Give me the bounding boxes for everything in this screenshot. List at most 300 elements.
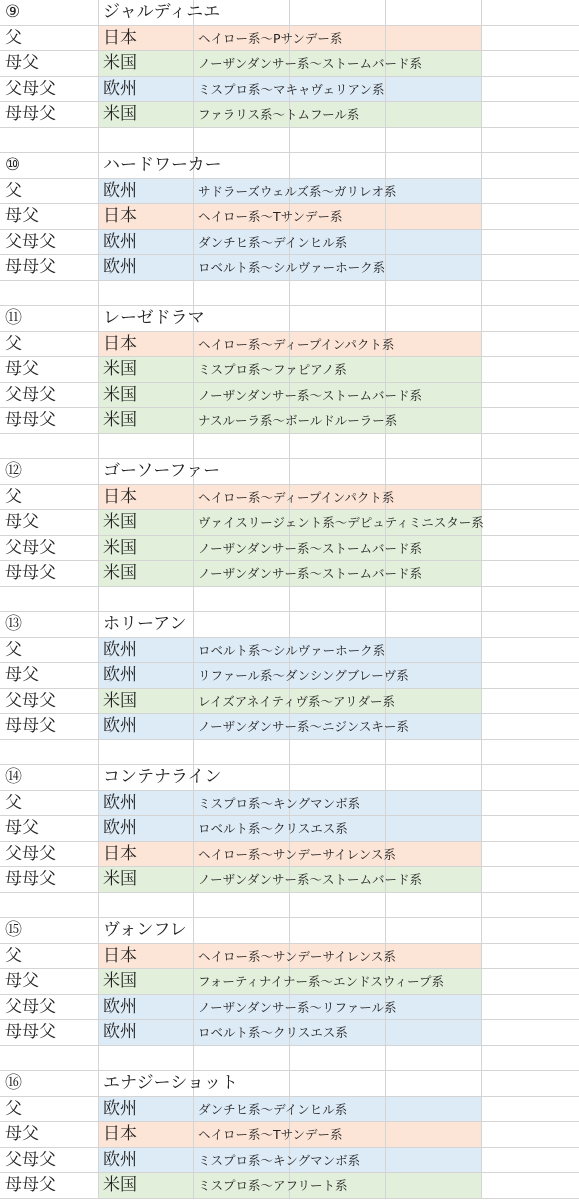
column-gridline — [481, 969, 482, 994]
region-label: 米国 — [103, 410, 137, 430]
column-gridline — [385, 740, 386, 765]
relation-label: 父 — [5, 1098, 22, 1119]
relation-label: 母父 — [5, 971, 39, 991]
column-gridline — [481, 1020, 482, 1045]
column-gridline — [98, 612, 99, 637]
region-label: 日本 — [103, 1124, 137, 1144]
column-gridline — [481, 1122, 482, 1147]
relation-label: 父 — [5, 486, 22, 507]
horse-number: ⑨ — [5, 2, 21, 22]
column-gridline — [385, 102, 386, 127]
blank-row — [0, 1046, 579, 1072]
column-gridline — [98, 969, 99, 994]
column-gridline — [385, 128, 386, 153]
relation-label: 父 — [5, 792, 22, 813]
pedigree-row — [0, 536, 579, 562]
pedigree-row — [0, 510, 579, 536]
pedigree-row — [0, 332, 579, 358]
lineage-text: ノーザンダンサー系〜ストームバード系 — [198, 56, 423, 71]
column-gridline — [98, 1097, 99, 1122]
blank-row — [0, 893, 579, 919]
column-gridline — [481, 153, 482, 178]
region-label: 欧州 — [103, 257, 137, 277]
column-gridline — [289, 893, 290, 918]
relation-label: 父母父 — [5, 690, 56, 711]
column-gridline — [481, 281, 482, 306]
column-gridline — [193, 230, 194, 255]
column-gridline — [98, 816, 99, 841]
relation-label: 父母父 — [5, 231, 56, 252]
lineage-text: ロベルト系〜クリスエス系 — [198, 821, 348, 836]
column-gridline — [98, 230, 99, 255]
column-gridline — [193, 536, 194, 561]
column-gridline — [289, 128, 290, 153]
column-gridline — [481, 51, 482, 76]
column-gridline — [98, 357, 99, 382]
lineage-text: ノーザンダンサー系〜ストームバード系 — [198, 540, 423, 556]
horse-title-row — [0, 459, 579, 485]
column-gridline — [385, 1046, 386, 1071]
relation-label: 母母父 — [5, 104, 56, 124]
column-gridline — [481, 944, 482, 969]
column-gridline — [385, 1071, 386, 1096]
relation-label: 母母父 — [5, 869, 56, 889]
column-gridline — [289, 740, 290, 765]
column-gridline — [193, 944, 194, 969]
column-gridline — [193, 714, 194, 739]
relation-label: 父母父 — [5, 996, 56, 1017]
pedigree-row — [0, 638, 579, 664]
region-label: 欧州 — [103, 639, 137, 660]
column-gridline — [98, 26, 99, 51]
relation-label: 母父 — [5, 512, 39, 532]
region-label: 欧州 — [103, 180, 137, 201]
blank-row — [0, 281, 579, 307]
column-gridline — [385, 26, 386, 51]
region-label: 欧州 — [103, 231, 137, 252]
lineage-text: リファール系〜ダンシングブレーヴ系 — [198, 668, 409, 683]
region-label: 米国 — [103, 869, 137, 889]
relation-label: 母母父 — [5, 716, 56, 736]
column-gridline — [98, 306, 99, 331]
horse-name: ホリーアン — [103, 614, 187, 634]
column-gridline — [385, 434, 386, 459]
column-gridline — [289, 1071, 290, 1096]
horse-name: ヴォンフレ — [103, 920, 187, 940]
lineage-text: ノーザンダンサー系〜ニジンスキー系 — [198, 719, 409, 734]
column-gridline — [481, 1071, 482, 1096]
column-gridline — [289, 587, 290, 612]
column-gridline — [98, 1071, 99, 1096]
blank-row — [0, 128, 579, 154]
column-gridline — [193, 1020, 194, 1045]
region-label: 欧州 — [103, 996, 137, 1017]
pedigree-row — [0, 77, 579, 103]
relation-label: 父 — [5, 639, 22, 660]
column-gridline — [481, 1148, 482, 1173]
column-gridline — [193, 587, 194, 612]
pedigree-row — [0, 816, 579, 842]
relation-label: 父 — [5, 180, 22, 201]
column-gridline — [98, 383, 99, 408]
relation-label: 父母父 — [5, 537, 56, 558]
column-gridline — [98, 536, 99, 561]
pedigree-row — [0, 842, 579, 868]
region-label: 米国 — [103, 971, 137, 991]
horse-name: ゴーソーファー — [103, 461, 221, 481]
column-gridline — [289, 1046, 290, 1071]
column-gridline — [193, 102, 194, 127]
column-gridline — [385, 357, 386, 382]
column-gridline — [193, 842, 194, 867]
column-gridline — [481, 408, 482, 433]
column-gridline — [385, 893, 386, 918]
horse-name: ジャルディニエ — [103, 2, 221, 22]
column-gridline — [289, 281, 290, 306]
column-gridline — [481, 0, 482, 25]
horse-name: レーゼドラマ — [103, 308, 205, 328]
column-gridline — [98, 663, 99, 688]
column-gridline — [481, 179, 482, 204]
column-gridline — [481, 587, 482, 612]
column-gridline — [193, 510, 194, 535]
column-gridline — [481, 918, 482, 943]
pedigree-row — [0, 357, 579, 383]
horse-title-row — [0, 612, 579, 638]
region-label: 欧州 — [103, 1022, 137, 1042]
column-gridline — [481, 1046, 482, 1071]
column-gridline — [193, 485, 194, 510]
column-gridline — [481, 383, 482, 408]
pedigree-row — [0, 944, 579, 970]
pedigree-row — [0, 26, 579, 52]
region-label: 日本 — [103, 486, 137, 507]
relation-label: 母父 — [5, 665, 39, 685]
lineage-text: ミスプロ系〜ファピアノ系 — [198, 362, 347, 377]
column-gridline — [98, 102, 99, 127]
column-gridline — [193, 204, 194, 229]
column-gridline — [193, 281, 194, 306]
column-gridline — [98, 1173, 99, 1198]
column-gridline — [98, 459, 99, 484]
column-gridline — [481, 357, 482, 382]
column-gridline — [98, 77, 99, 102]
relation-label: 母母父 — [5, 410, 56, 430]
lineage-text: ヴァイスリージェント系〜デピュティミニスター系 — [198, 515, 484, 530]
column-gridline — [193, 791, 194, 816]
column-gridline — [98, 255, 99, 280]
column-gridline — [385, 765, 386, 790]
column-gridline — [481, 995, 482, 1020]
column-gridline — [193, 740, 194, 765]
column-gridline — [98, 944, 99, 969]
horse-number: ⑪ — [5, 308, 22, 328]
column-gridline — [98, 179, 99, 204]
pedigree-row — [0, 867, 579, 893]
column-gridline — [98, 893, 99, 918]
lineage-text: ヘイロー系〜サンデーサイレンス系 — [198, 846, 396, 862]
pedigree-row — [0, 561, 579, 587]
column-gridline — [98, 740, 99, 765]
column-gridline — [481, 765, 482, 790]
column-gridline — [385, 0, 386, 25]
region-label: 欧州 — [103, 792, 137, 813]
column-gridline — [481, 791, 482, 816]
column-gridline — [385, 1020, 386, 1045]
column-gridline — [289, 434, 290, 459]
pedigree-row — [0, 51, 579, 77]
column-gridline — [481, 77, 482, 102]
column-gridline — [98, 1046, 99, 1071]
column-gridline — [193, 26, 194, 51]
horse-number: ⑭ — [5, 767, 22, 787]
column-gridline — [193, 867, 194, 892]
region-label: 欧州 — [103, 716, 137, 736]
lineage-text: ノーザンダンサー系〜ストームバード系 — [198, 566, 423, 581]
column-gridline — [385, 1122, 386, 1147]
lineage-text: ロベルト系〜シルヴァーホーク系 — [198, 642, 386, 658]
column-gridline — [481, 638, 482, 663]
column-gridline — [385, 918, 386, 943]
region-label: 米国 — [103, 537, 137, 558]
column-gridline — [481, 1097, 482, 1122]
column-gridline — [193, 663, 194, 688]
column-gridline — [481, 867, 482, 892]
column-gridline — [385, 1173, 386, 1198]
pedigree-row — [0, 1020, 579, 1046]
lineage-text: ノーザンダンサー系〜リファール系 — [198, 999, 397, 1015]
column-gridline — [385, 638, 386, 663]
column-gridline — [98, 561, 99, 586]
relation-label: 父 — [5, 333, 22, 354]
region-label: 日本 — [103, 333, 137, 354]
column-gridline — [98, 689, 99, 714]
column-gridline — [193, 918, 194, 943]
column-gridline — [481, 485, 482, 510]
horse-number: ⑯ — [5, 1073, 22, 1093]
region-label: 日本 — [103, 206, 137, 226]
column-gridline — [193, 561, 194, 586]
column-gridline — [385, 281, 386, 306]
region-label: 米国 — [103, 690, 137, 711]
region-label: 日本 — [103, 843, 137, 864]
column-gridline — [98, 765, 99, 790]
column-gridline — [193, 357, 194, 382]
pedigree-row — [0, 408, 579, 434]
horse-name: エナジーショット — [103, 1073, 238, 1093]
column-gridline — [481, 230, 482, 255]
column-gridline — [481, 561, 482, 586]
column-gridline — [481, 714, 482, 739]
column-gridline — [193, 612, 194, 637]
column-gridline — [193, 638, 194, 663]
lineage-text: ダンチヒ系〜デインヒル系 — [198, 234, 348, 250]
relation-label: 父母父 — [5, 1149, 56, 1170]
lineage-text: ミスプロ系〜アフリート系 — [198, 1178, 348, 1193]
column-gridline — [385, 612, 386, 637]
blank-row — [0, 587, 579, 613]
region-label: 米国 — [103, 359, 137, 379]
relation-label: 母母父 — [5, 1175, 56, 1195]
column-gridline — [193, 1173, 194, 1198]
column-gridline — [193, 51, 194, 76]
relation-label: 父母父 — [5, 384, 56, 405]
lineage-text: レイズアネイティヴ系〜アリダー系 — [198, 693, 396, 709]
pedigree-row — [0, 1148, 579, 1174]
blank-row — [0, 434, 579, 460]
lineage-text: ミスプロ系〜キングマンボ系 — [198, 795, 361, 811]
column-gridline — [193, 1148, 194, 1173]
column-gridline — [481, 663, 482, 688]
column-gridline — [481, 1173, 482, 1198]
lineage-text: ヘイロー系〜ディープインパクト系 — [198, 489, 395, 505]
column-gridline — [289, 918, 290, 943]
column-gridline — [98, 1148, 99, 1173]
column-gridline — [98, 408, 99, 433]
column-gridline — [193, 816, 194, 841]
relation-label: 母父 — [5, 53, 39, 73]
column-gridline — [481, 102, 482, 127]
column-gridline — [385, 230, 386, 255]
column-gridline — [98, 714, 99, 739]
horse-title-row — [0, 306, 579, 332]
column-gridline — [98, 1122, 99, 1147]
column-gridline — [193, 383, 194, 408]
region-label: 欧州 — [103, 1149, 137, 1170]
region-label: 欧州 — [103, 818, 137, 838]
column-gridline — [193, 689, 194, 714]
lineage-text: ノーザンダンサー系〜ストームバード系 — [198, 872, 423, 887]
column-gridline — [193, 332, 194, 357]
relation-label: 母父 — [5, 206, 39, 226]
lineage-text: ミスプロ系〜マキャヴェリアン系 — [198, 81, 385, 97]
column-gridline — [98, 51, 99, 76]
column-gridline — [385, 816, 386, 841]
column-gridline — [289, 306, 290, 331]
column-gridline — [385, 791, 386, 816]
column-gridline — [98, 638, 99, 663]
pedigree-row — [0, 383, 579, 409]
region-label: 米国 — [103, 512, 137, 532]
lineage-text: ロベルト系〜シルヴァーホーク系 — [198, 260, 386, 275]
column-gridline — [481, 536, 482, 561]
pedigree-row — [0, 1122, 579, 1148]
pedigree-row — [0, 663, 579, 689]
pedigree-row — [0, 995, 579, 1021]
column-gridline — [385, 153, 386, 178]
column-gridline — [193, 434, 194, 459]
pedigree-row — [0, 689, 579, 715]
column-gridline — [289, 612, 290, 637]
column-gridline — [193, 969, 194, 994]
horse-number: ⑩ — [5, 155, 21, 175]
column-gridline — [385, 1097, 386, 1122]
column-gridline — [98, 842, 99, 867]
lineage-text: ヘイロー系〜Tサンデー系 — [198, 1127, 343, 1142]
lineage-text: サドラーズウェルズ系〜ガリレオ系 — [198, 183, 397, 199]
column-gridline — [193, 995, 194, 1020]
horse-name: コンテナライン — [103, 767, 222, 787]
relation-label: 父 — [5, 27, 22, 48]
horse-name: ハードワーカー — [103, 155, 222, 175]
lineage-text: ノーザンダンサー系〜ストームバード系 — [198, 387, 423, 403]
column-gridline — [481, 204, 482, 229]
horse-title-row — [0, 765, 579, 791]
column-gridline — [98, 153, 99, 178]
horse-number: ⑮ — [5, 920, 22, 940]
column-gridline — [481, 689, 482, 714]
column-gridline — [481, 612, 482, 637]
lineage-text: フォーティナイナー系〜エンドスウィープ系 — [198, 974, 445, 989]
horse-number: ⑫ — [5, 461, 22, 481]
region-label: 欧州 — [103, 1098, 137, 1119]
column-gridline — [193, 128, 194, 153]
region-label: 米国 — [103, 1175, 137, 1195]
pedigree-row — [0, 1097, 579, 1123]
region-label: 米国 — [103, 563, 137, 583]
column-gridline — [98, 204, 99, 229]
column-gridline — [98, 867, 99, 892]
column-gridline — [193, 408, 194, 433]
column-gridline — [289, 153, 290, 178]
pedigree-row — [0, 791, 579, 817]
column-gridline — [98, 434, 99, 459]
horse-number: ⑬ — [5, 614, 22, 634]
lineage-text: ミスプロ系〜キングマンボ系 — [198, 1152, 361, 1168]
column-gridline — [289, 0, 290, 25]
pedigree-row — [0, 969, 579, 995]
relation-label: 父母父 — [5, 843, 56, 864]
lineage-text: ヘイロー系〜サンデーサイレンス系 — [198, 948, 396, 964]
pedigree-row — [0, 255, 579, 281]
column-gridline — [385, 77, 386, 102]
lineage-text: ファラリス系〜トムフール系 — [198, 107, 360, 122]
column-gridline — [481, 459, 482, 484]
column-gridline — [98, 918, 99, 943]
column-gridline — [98, 332, 99, 357]
horse-title-row — [0, 153, 579, 179]
column-gridline — [385, 459, 386, 484]
pedigree-row — [0, 204, 579, 230]
relation-label: 母父 — [5, 359, 39, 379]
column-gridline — [481, 842, 482, 867]
column-gridline — [481, 128, 482, 153]
relation-label: 母父 — [5, 818, 39, 838]
region-label: 欧州 — [103, 665, 137, 685]
column-gridline — [481, 893, 482, 918]
pedigree-row — [0, 102, 579, 128]
column-gridline — [98, 0, 99, 25]
region-label: 日本 — [103, 945, 137, 966]
column-gridline — [385, 587, 386, 612]
lineage-text: ヘイロー系〜Pサンデー系 — [198, 30, 343, 46]
column-gridline — [481, 434, 482, 459]
column-gridline — [193, 255, 194, 280]
relation-label: 母母父 — [5, 1022, 56, 1042]
column-gridline — [481, 306, 482, 331]
horse-title-row — [0, 0, 579, 26]
region-label: 米国 — [103, 384, 137, 405]
column-gridline — [385, 255, 386, 280]
lineage-text: ロベルト系〜クリスエス系 — [198, 1025, 348, 1040]
column-gridline — [98, 281, 99, 306]
region-label: 米国 — [103, 53, 137, 73]
column-gridline — [385, 204, 386, 229]
lineage-text: ヘイロー系〜Tサンデー系 — [198, 209, 343, 224]
column-gridline — [98, 587, 99, 612]
relation-label: 父 — [5, 945, 22, 966]
column-gridline — [481, 816, 482, 841]
